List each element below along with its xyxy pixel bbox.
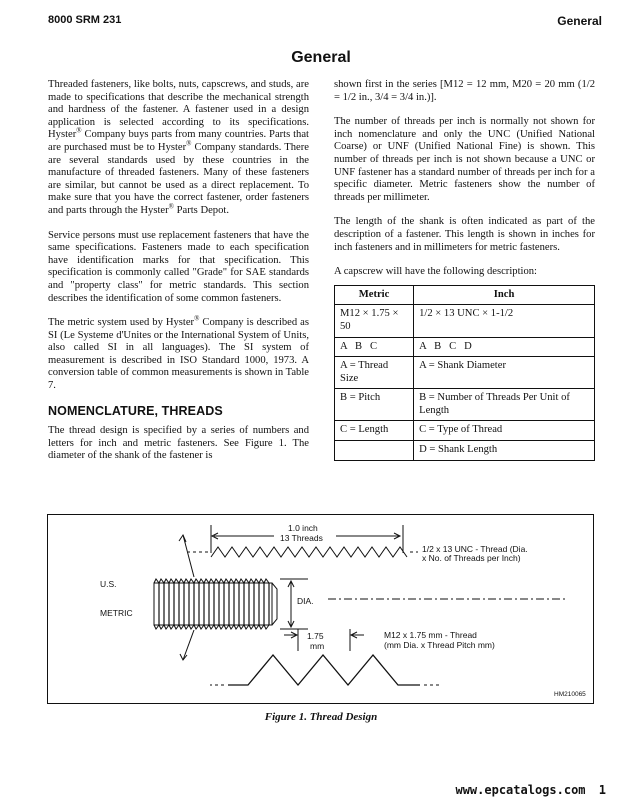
capscrew-table xyxy=(334,285,595,461)
page-title: General xyxy=(291,49,351,66)
table-header: Metric xyxy=(335,285,414,305)
thread-diagram xyxy=(48,515,593,703)
section-heading: NOMENCLATURE, THREADS xyxy=(48,403,223,418)
m12-label-2: (mm Dia. x Thread Pitch mm) xyxy=(384,640,495,650)
dia-label: DIA. xyxy=(297,596,314,606)
table-cell: A = Thread Size xyxy=(335,357,414,389)
table-cell: D = Shank Length xyxy=(414,441,595,461)
unc-label: 1/2 x 13 UNC - Thread (Dia. xyxy=(422,544,528,554)
metric-thread-profile xyxy=(228,655,420,685)
m12-label: M12 x 1.75 mm - Thread xyxy=(384,630,477,640)
paragraph-shank-length: The length of the shank is often indicated as part of the description of a fastener. This length is shown in inches for inch fasteners and in millimeters for metric fasteners. xyxy=(334,216,595,253)
paragraph-service: Service persons must use replacement fasteners that have the same specifications. Fasteners made to each specification have identification marks for that specification. This specification is commonly called "Grade" for SAE standards and "property class" for metric standards. This section describes the identification of some common fasteners. xyxy=(48,229,309,304)
doc-code: 8000 SRM 231 xyxy=(48,14,122,26)
paragraph-capscrew: A capscrew will have the following description: xyxy=(334,266,537,278)
inch-thread-profile xyxy=(211,547,407,557)
right-column xyxy=(334,79,595,461)
leader-line xyxy=(183,630,194,660)
table-row xyxy=(335,357,595,389)
bolt-thread-hatch xyxy=(159,583,269,625)
threads-label: 13 Threads xyxy=(280,533,323,543)
footer-site[interactable]: www.epcatalogs.com xyxy=(455,783,586,797)
table-header: Inch xyxy=(414,285,595,305)
table-row xyxy=(335,421,595,441)
pitch-label: 1.75 xyxy=(307,631,324,641)
figure-code: HM210065 xyxy=(554,691,586,698)
table-cell: A B C xyxy=(335,337,414,357)
table-cell: C = Type of Thread xyxy=(414,421,595,441)
bolt-crest-bottom xyxy=(154,625,269,629)
table-row xyxy=(335,441,595,461)
paragraph-shank-diameter: shown first in the series [M12 = 12 mm, M20 = 20 mm (1/2 = 1/2 in., 3/4 = 3/4 in.)]. xyxy=(334,79,595,103)
paragraph-threads-per-inch: The number of threads per inch is normally not shown for inch nomenclature and only the UNC (Unified National Coarse) or UNF (Unified National Fine) is shown. This number of threads per inch is not shown because a UNC or UNF fastener has a standard number of threads per inch for a specific diameter. Metric fasteners show the number of threads per millimeter. xyxy=(334,116,595,203)
table-cell: M12 × 1.75 × 50 xyxy=(335,305,414,337)
table-cell: B = Pitch xyxy=(335,389,414,421)
paragraph-metric-system: The metric system used by Hyster® Company is described as SI (Le Systeme d'Unites or the International System of Units, also called SI in all languages). The SI system of measurement is described in ISO Standard 1000, 1973. A conversion table of common measurements is shown in Table 7. xyxy=(48,314,309,392)
unc-label-2: x No. of Threads per Inch) xyxy=(422,553,521,563)
inch-label: 1.0 inch xyxy=(288,523,318,533)
bolt-tip xyxy=(272,583,277,625)
table-header-row xyxy=(335,285,595,305)
thread-design-figure xyxy=(47,514,594,704)
page-number: 1 xyxy=(598,783,606,797)
paragraph-fasteners: Threaded fasteners, like bolts, nuts, capscrews, and studs, are made to specifications that describe the mechanical strength and hardness of the fastener. A fastener used in a design application is selected according to its specifications. Hyster® Company buys parts from many countries. Parts that are purchased must be to Hyster® Company standards. There are several standards used by these countries in the manufacture of threaded fasteners. Many of these fasteners are similar, but cannot be used as a direct replacement. To make sure that you have the correct fastener, order fasteners and parts through the Hyster® Parts Depot. xyxy=(48,79,309,216)
figure-caption: Figure 1. Thread Design xyxy=(264,711,378,723)
bolt-crest-top xyxy=(154,579,269,583)
arrowhead xyxy=(180,654,187,660)
table-cell: 1/2 × 13 UNC × 1-1/2 xyxy=(414,305,595,337)
table-row xyxy=(335,389,595,421)
left-column xyxy=(48,79,309,475)
table-cell: A = Shank Diameter xyxy=(414,357,595,389)
us-label: U.S. xyxy=(100,579,117,589)
table-cell: B = Number of Threads Per Unit of Length xyxy=(414,389,595,421)
paragraph-thread-design: The thread design is specified by a series of numbers and letters for inch and metric fasteners. See Figure 1. The diameter of the shank of the fastener is xyxy=(48,425,309,462)
mm-label: mm xyxy=(310,641,325,651)
metric-label: METRIC xyxy=(100,608,133,618)
table-cell: A B C D xyxy=(414,337,595,357)
leader-line xyxy=(183,535,194,577)
header-section: General xyxy=(557,14,602,28)
table-cell xyxy=(335,441,414,461)
footer xyxy=(455,783,606,797)
table-row xyxy=(335,305,595,337)
table-row xyxy=(335,337,595,357)
table-cell: C = Length xyxy=(335,421,414,441)
